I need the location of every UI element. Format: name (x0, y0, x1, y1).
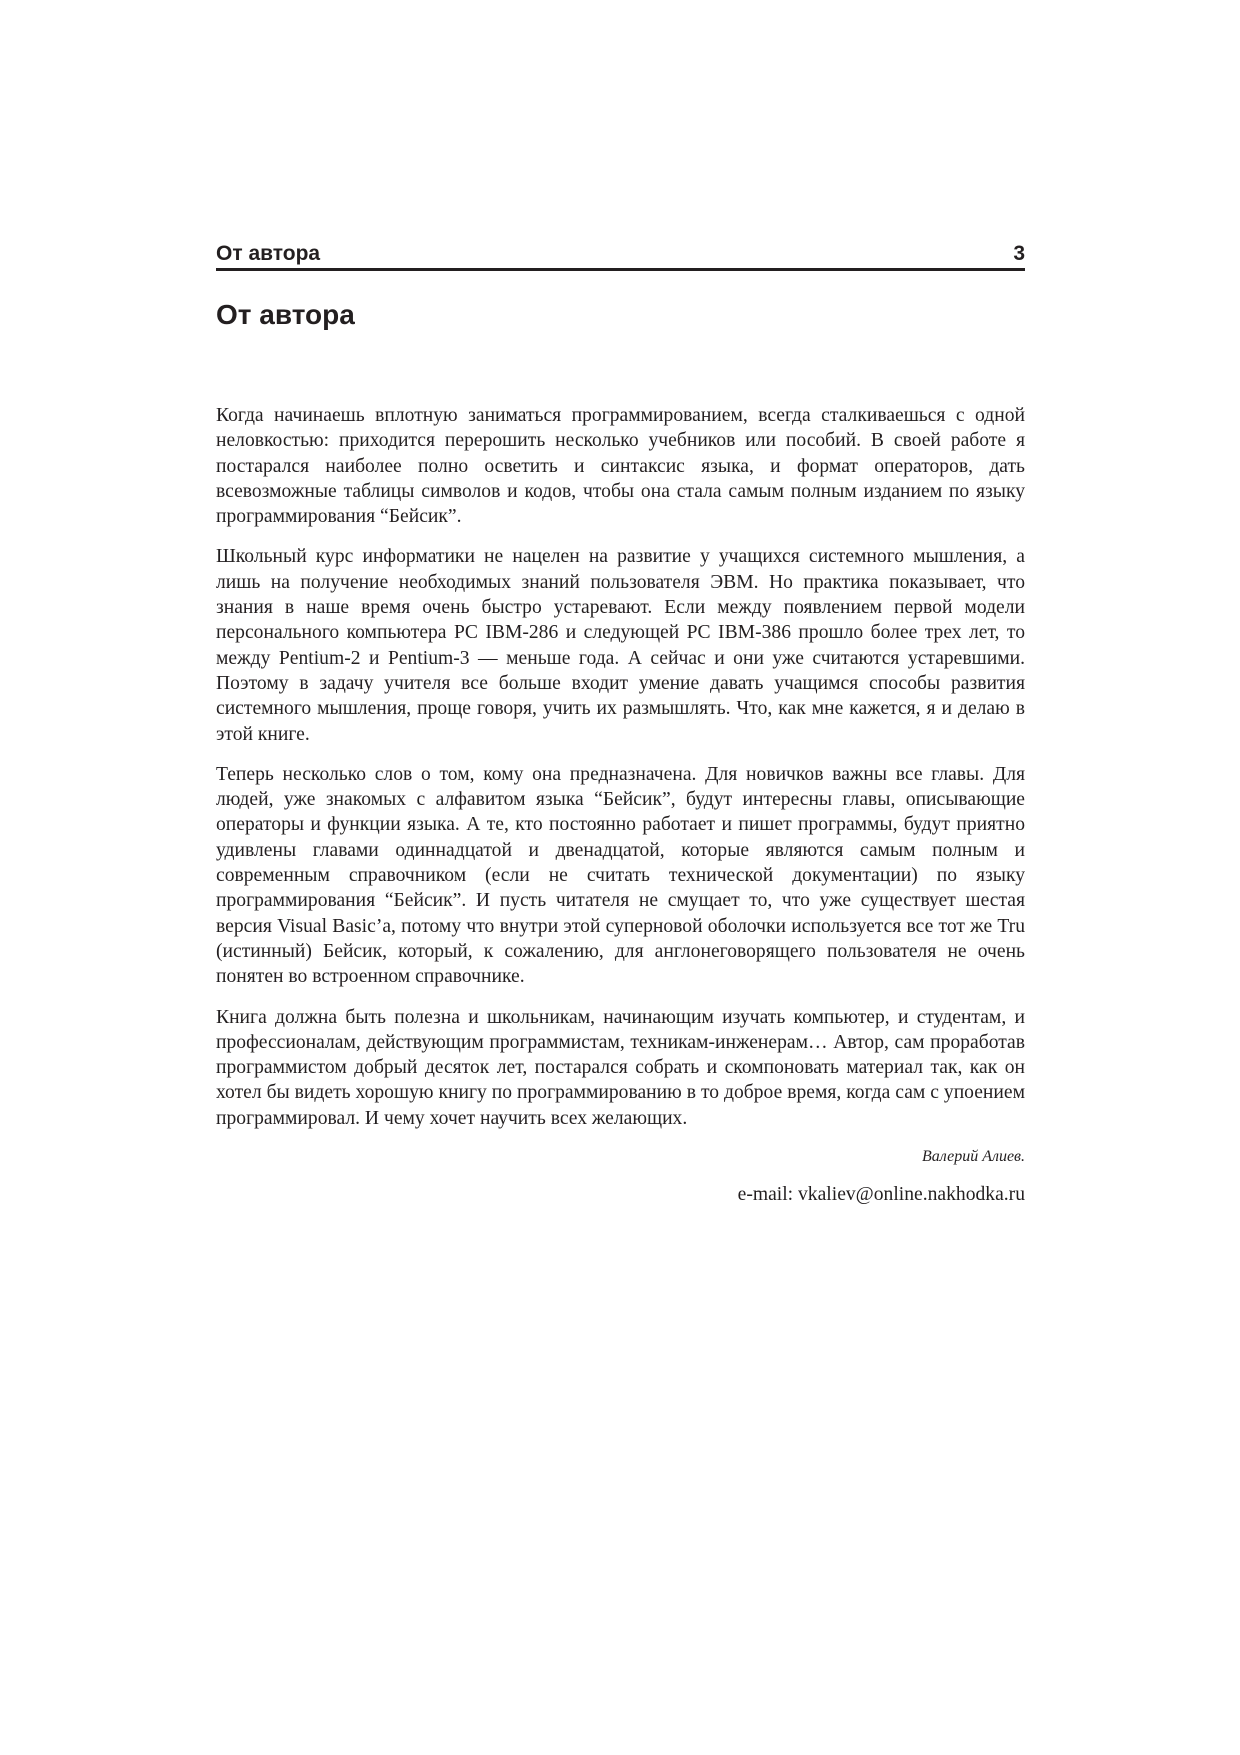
running-head-title: От автора (216, 242, 321, 265)
page-number: 3 (1013, 242, 1025, 265)
paragraph: Теперь несколько слов о том, кому она предназначена. Для новичков важны все главы. Для людей, уже знакомых с алфавитом языка “Бейсик”, будут интересны главы, описывающие операторы и функции языка. А те, кто постоянно работает и пишет программы, будут приятно удивлены главами одиннадцатой и двенадцатой, которые являются самым полным и современным справочником (если не считать технической документации) по языку программирования “Бейсик”. И пусть читателя не смущает то, что уже существует шестая версия Visual Basic’a, потому что внутри этой суперновой оболочки используется все тот же Tru (истинный) Бейсик, который, к сожалению, для англонеговорящего пользователя не очень понятен во встроенном справочнике. (216, 763, 1025, 988)
paragraph: Книга должна быть полезна и школьникам, начинающим изучать компьютер, и студентам, и профессионалам, действующим программистам, техникам-инженерам… Автор, сам проработав программистом добрый десяток лет, постарался собрать и скомпоновать материал так, как он хотел бы видеть хорошую книгу по программированию в то доброе время, когда сам с упоением программировал. И чему хочет научить всех желающих. (216, 1006, 1025, 1129)
author-signature: Валерий Алиев. (921, 1148, 1025, 1166)
running-head (216, 240, 1025, 271)
chapter-title: От автора (216, 299, 355, 330)
author-email: e-mail: vkaliev@online.nakhodka.ru (737, 1184, 1025, 1206)
paragraph: Когда начинаешь вплотную заниматься программированием, всегда сталкиваешься с одной неловкостью: приходится перерошить несколько учебников или пособий. В своей работе я постарался наиболее полно осветить и синтаксис языка, и формат операторов, дать всевозможные таблицы символов и кодов, чтобы она стала самым полным изданием по языку программирования “Бейсик”. (216, 405, 1025, 528)
body-text (216, 403, 1025, 1207)
paragraph: Школьный курс информатики не нацелен на развитие у учащихся системного мышления, а лишь на получение необходимых знаний пользователя ЭВМ. Но практика показывает, что знания в наше время очень быстро устаревают. Если между появлением первой модели персонального компьютера PC IBM-286 и следующей PC IBM-386 прошло более трех лет, то между Pentium-2 и Pentium-3 — меньше года. А сейчас и они уже считаются устаревшими. Поэтому в задачу учителя все больше входит умение давать учащимся способы развития системного мышления, проще говоря, учить их размышлять. Что, как мне кажется, я и делаю в этой книге. (216, 546, 1025, 745)
